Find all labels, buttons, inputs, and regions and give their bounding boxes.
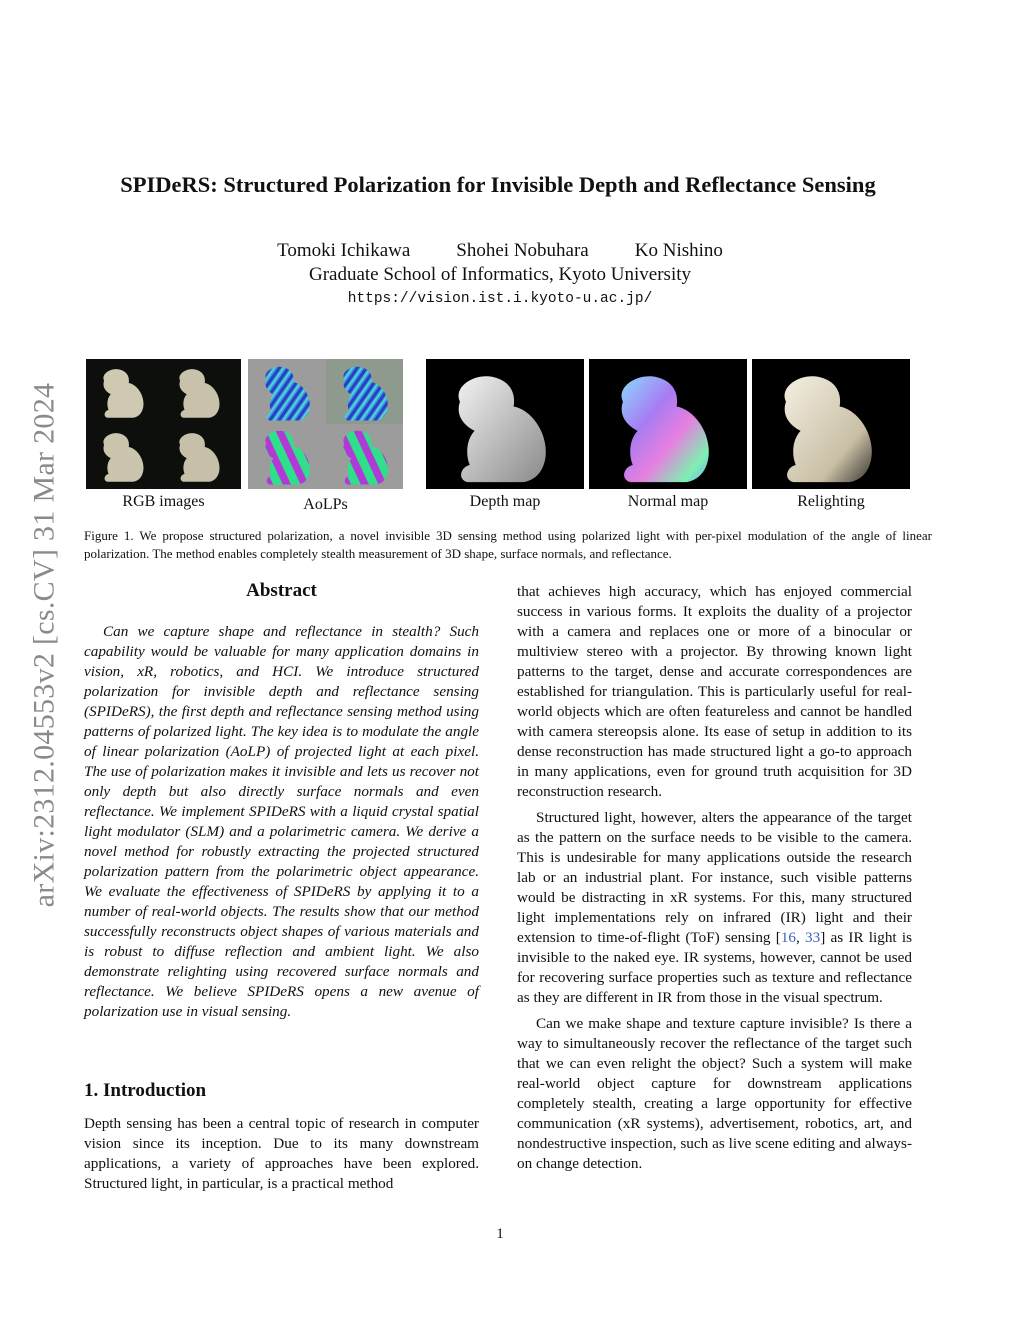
paragraph: Can we make shape and texture capture invisible? Is there a way to simultaneously recover the reflectance of the target such that we can even relight the object? Such a system will make real-world object capture for downstream applications completely stealth, creating a large opportunity for effective communication (xR systems), advertisement, robotics, art, and nondestructive inspection, such as live scene editing and always-on change detection. — [517, 1015, 912, 1172]
relighting — [752, 359, 910, 489]
abstract-body — [84, 622, 479, 1022]
affiliation: Graduate School of Informatics, Kyoto University — [308, 264, 692, 285]
normal-map — [589, 359, 747, 489]
figure-label: RGB images — [122, 493, 205, 510]
author-name: Ko Nishino — [634, 240, 723, 261]
depth-map-panel — [426, 359, 584, 489]
project-url[interactable]: https://vision.ist.i.kyoto-u.ac.jp/ — [347, 291, 653, 307]
paragraph: Depth sensing has been a central topic of research in computer vision since its inception. Due to its many downstream applications, a variety of approaches have been explored. Structured light, in particular, is a practical method — [84, 1115, 479, 1192]
figure-label: Depth map — [469, 493, 541, 510]
section-heading: 1. Introduction — [84, 1080, 207, 1101]
abstract-text: Can we capture shape and reflectance in stealth? Such capability would be valuable for many application domains in vision, xR, robotics, and HCI. We introduce structured polarization for invisible depth and reflectance sensing (SPIDeRS), the first depth and reflectance sensing method using patterns of polarized light. The key idea is to modulate the angle of linear polarization (AoLP) of projected light at each pixel. The use of polarization makes it invisible and lets us recover not only depth but also directly surface normals and even reflectance. We implement SPIDeRS with a liquid crystal spatial light modulator (SLM) and a polarimetric camera. We derive a novel method for robustly extracting the projected structured polarization pattern from the polarimetric object appearance. We evaluate the effectiveness of SPIDeRS by applying it to a number of real-world objects. The results show that our method successfully reconstructs object shapes of various materials and is robust to diffuse reflection and ambient light. We also demonstrate relighting using recovered surface normals and reflectance. We believe SPIDeRS opens a new avenue of polarization use in visual sensing. — [84, 623, 479, 1020]
citation-link[interactable]: 33 — [805, 929, 821, 946]
figure-caption: Figure 1. We propose structured polarization, a novel invisible 3D sensing method using polarized light with per-pixel modulation of the angle of linear polarization. The method enables completely stealth measurement of 3D shape, surface normals, and reflectance. — [84, 528, 932, 561]
figure-label: Normal map — [627, 493, 709, 510]
author-name: Shohei Nobuhara — [456, 240, 589, 261]
citation-link[interactable]: 16 — [780, 929, 796, 946]
figure-label: Relighting — [797, 493, 865, 510]
arxiv-identifier: arXiv:2312.04553v2 [cs.CV] 31 Mar 2024 — [27, 382, 61, 908]
rgb-images — [86, 359, 241, 489]
paragraph: that achieves high accuracy, which has enjoyed commercial success in various forms. It exploits the duality of a projector with a camera and replaces one or more of a binocular or multiview stereo with a projector. By throwing known light patterns to the target, dense and accurate correspondences are established for triangulation. This is particularly useful for real-world objects which are often featureless and cannot be handled with camera stereopsis alone. Its ease of setup in addition to its dense reconstruction has made structured light a go-to approach in many applications, even for ground truth acquisition for 3D reconstruction research. — [517, 583, 912, 800]
aolp-images-panel — [248, 359, 403, 489]
aolp-images — [248, 359, 403, 489]
paragraph: Structured light, however, alters the appearance of the target as the pattern on the surface needs to be visible to the camera. This is undesirable for many applications outside the research lab or an industrial plant. For instance, such visible patterns would be distracting in xR systems. For this, many structured light implementations rely on infrared (IR) light and their extension to time-of-flight (ToF) sensing [16, 33] as IR light is invisible to the naked eye. IR systems, however, cannot be used for recovering surface properties such as texture and reflectance as they are different in IR from those in the visual spectrum. — [517, 809, 912, 1006]
page-number: 1 — [496, 1226, 504, 1242]
author-name: Tomoki Ichikawa — [277, 240, 411, 261]
paper-title: SPIDeRS: Structured Polarization for Invisible Depth and Reflectance Sensing — [120, 172, 876, 197]
right-column — [517, 582, 912, 1174]
author-list — [200, 240, 800, 262]
relighting-panel — [752, 359, 910, 489]
abstract-heading: Abstract — [246, 580, 317, 601]
rgb-images-panel — [86, 359, 241, 489]
figure-label: AoLPs — [303, 496, 348, 513]
depth-map — [426, 359, 584, 489]
intro-left-column — [84, 1114, 479, 1194]
normal-map-panel — [589, 359, 747, 489]
